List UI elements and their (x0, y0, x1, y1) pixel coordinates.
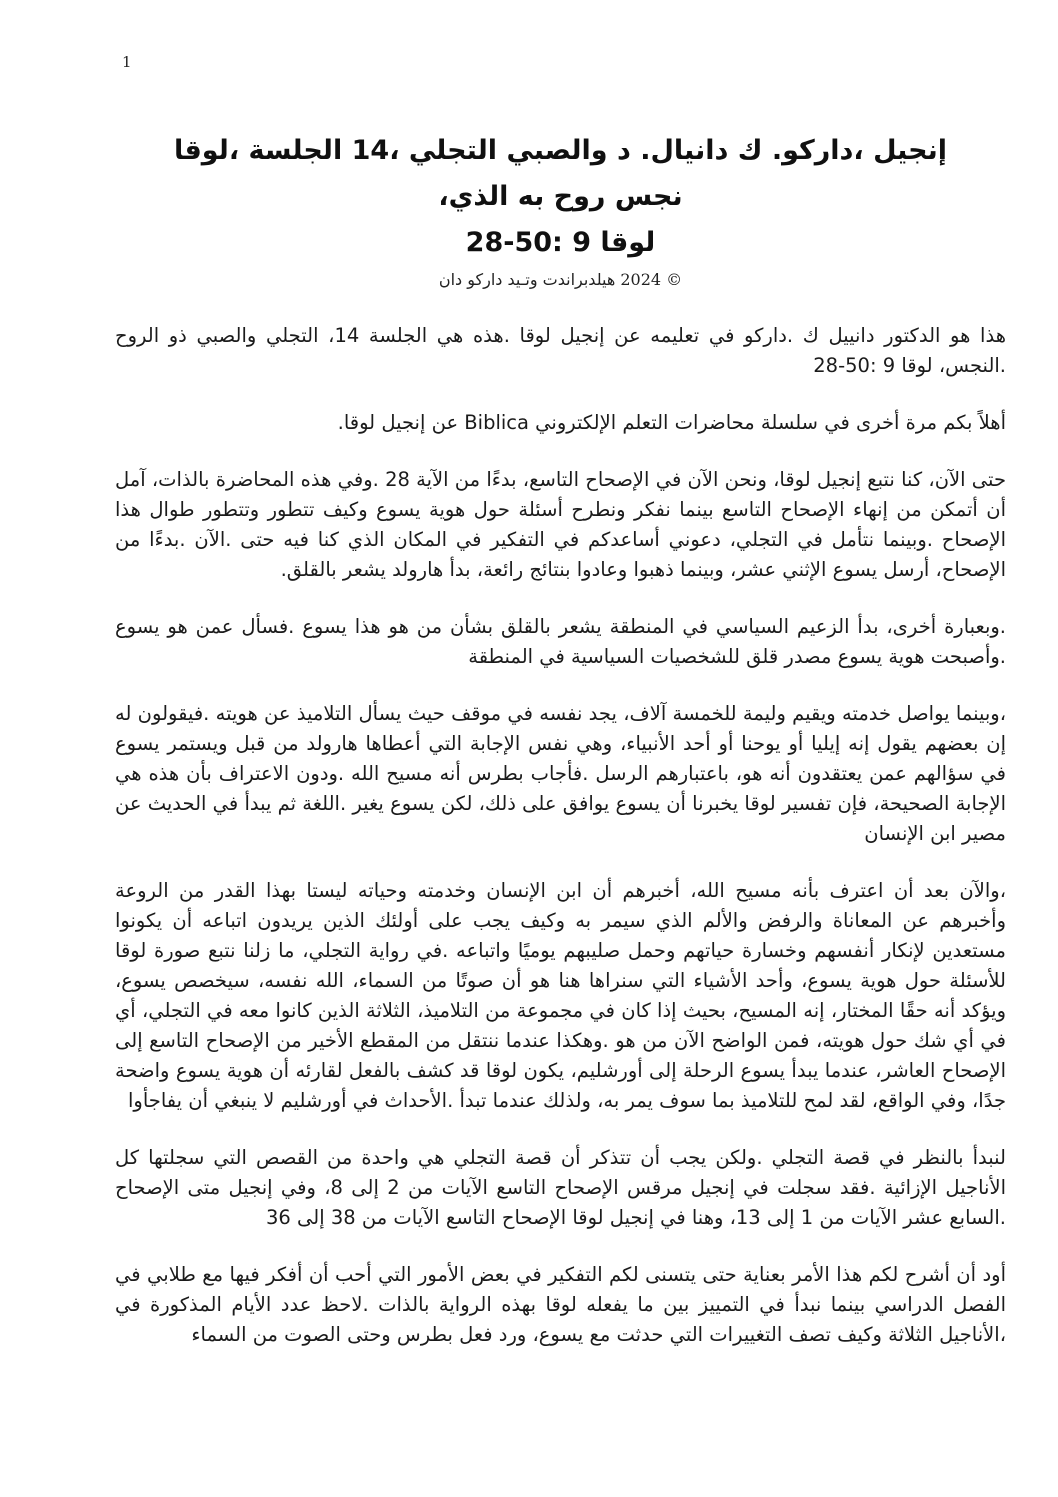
document-body (115, 321, 1006, 1350)
paragraph-intro: هذا هو الدكتور دانييل ك .داركو في تعليمه عن إنجيل لوقا .هذه هي الجلسة 14، التجلي والصبي ذو الروح .النجس، لوقا 9 :50-28 (115, 324, 1006, 377)
title-line-1: إنجيل ،داركو. ك دانيال. د والصبي التجلي ،14 الجلسة ،لوقا (173, 135, 948, 166)
title-line-2: نجس روح به الذي، (438, 181, 683, 212)
paragraph-explanation: أود أن أشرح لكم هذا الأمر بعناية حتى يتسنى لكم التفكير في بعض الأمور التي أحب أن أفكر فيها مع طلابي في الفصل الدراسي بينما نبدأ في التمييز بين ما يفعله لوقا بهذه الرواية بالذات .لاحظ عدد الأيام المذكورة في ،الأناجيل الثلاثة وكيف تصف التغييرات التي حدثت مع يسوع، ورد فعل بطرس وحتى الصوت من السماء (115, 1263, 1006, 1346)
paragraph-politics: .وبعبارة أخرى، بدأ الزعيم السياسي في المنطقة يشعر بالقلق بشأن من هو هذا يسوع .فسأل عمن هو يسوع .وأصبحت هوية يسوع مصدر قلق للشخصيات السياسية في المنطقة (115, 615, 1006, 668)
paragraph-identity: ،وبينما يواصل خدمته ويقيم وليمة للخمسة آلاف، يجد نفسه في موقف حيث يسأل التلاميذ عن هويته .فيقولون له إن بعضهم يقول إنه إيليا أو يوحنا أو أحد الأنبياء، وهي نفس الإجابة التي أعطاها هارولد من قبل ويستمر يسوع في سؤالهم عمن يعتقدون أنه هو، باعتبارهم الرسل .فأجاب بطرس أنه مسيح الله .ودون الاعتراف بأن هذه هي الإجابة الصحيحة، فإن تفسير لوقا يخبرنا أن يسوع يوافق على ذلك، لكن يسوع يغير .اللغة ثم يبدأ في الحديث عن مصير ابن الإنسان (115, 702, 1006, 845)
paragraph-welcome: أهلاً بكم مرة أخرى في سلسلة محاضرات التعلم الإلكتروني Biblica عن إنجيل لوقا. (337, 411, 1006, 434)
document-header (115, 128, 1006, 293)
title-line-3: لوقا 9 :50-28 (465, 227, 656, 258)
copyright-line: © 2024 هيلدبراندت وتـيد داركو دان (438, 270, 683, 289)
paragraph-synoptics: لنبدأ بالنظر في قصة التجلي .ولكن يجب أن تتذكر أن قصة التجلي هي واحدة من القصص التي سجلتها كل الأناجيل الإزائية .فقد سجلت في إنجيل مرقس الإصحاح التاسع الآيات من 2 إلى 8، وفي إنجيل متى الإصحاح .السابع عشر الآيات من 1 إلى 13، وهنا في إنجيل لوقا الإصحاح التاسع الآيات من 38 إلى 36 (115, 1146, 1006, 1229)
paragraph-son-of-man: ،والآن بعد أن اعترف بأنه مسيح الله، أخبرهم أن ابن الإنسان وخدمته وحياته ليستا بهذا القدر من الروعة وأخبرهم عن المعاناة والرفض والألم الذي سيمر به وكيف يجب على أولئك الذين يريدون اتباعه أن يكونوا مستعدين لإنكار أنفسهم وخسارة حياتهم وحمل صليبهم يوميًا واتباعه .في رواية التجلي، ما زلنا نتبع صورة لوقا للأسئلة حول هوية يسوع، وأحد الأشياء التي سنراها هنا هو أن صوتًا من السماء، الله نفسه، سيخصص يسوع، ويؤكد أنه حقًا المختار، إنه المسيح، بحيث إذا كان في مجموعة من التلاميذ، الثلاثة الذين كانوا معه في التجلي، أي في أي شك حول هويته، فمن الواضح الآن من هو .وهكذا عندما ننتقل من المقطع الأخير من الإصحاح التاسع إلى الإصحاح العاشر، عندما يبدأ يسوع الرحلة إلى أورشليم، يكون لوقا قد كشف بالفعل لقارئه أن هوية يسوع واضحة جدًا، وفي الواقع، لقد لمح للتلاميذ بما سوف يمر به، ولذلك عندما تبدأ .الأحداث في أورشليم لا ينبغي أن يفاجأوا (115, 879, 1006, 1112)
paragraph-context: حتى الآن، كنا نتبع إنجيل لوقا، ونحن الآن في الإصحاح التاسع، بدءًا من الآية 28 .وفي هذه المحاضرة بالذات، آمل أن أتمكن من إنهاء الإصحاح التاسع بينما نفكر ونطرح أسئلة حول هوية يسوع وكيف تتطور وتتطور طوال هذا الإصحاح .وبينما نتأمل في التجلي، دعوني أساعدكم في التفكير في المكان الذي كنا فيه حتى .الآن .بدءًا من الإصحاح، أرسل يسوع الإثني عشر، وبينما ذهبوا وعادوا بنتائج رائعة، بدأ هارولد يشعر بالقلق. (115, 468, 1006, 581)
page-number: 1 (122, 53, 132, 71)
